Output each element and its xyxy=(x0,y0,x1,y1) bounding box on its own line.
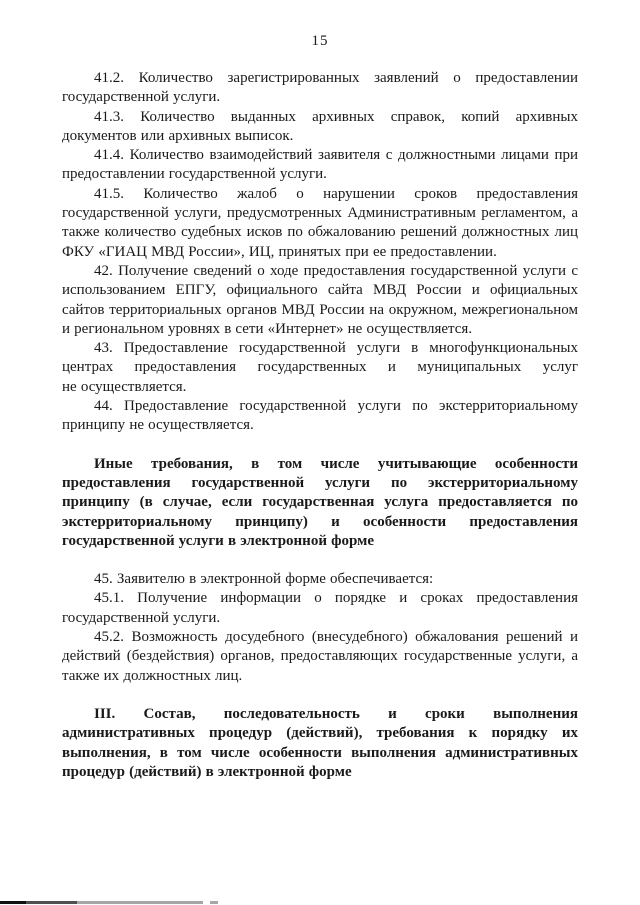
paragraph: 45.2. Возможность досудебного (внесудебного) обжалования решений и действий (бездействия) органов, предоставляющих государственные услуги, а также их должностных лиц. xyxy=(62,629,578,684)
scan-bar-segment xyxy=(0,901,26,904)
paragraph: 45. Заявителю в электронной форме обеспечивается: xyxy=(94,571,434,588)
paragraph-spacer xyxy=(62,686,578,705)
scan-bar-segment xyxy=(77,901,203,904)
scan-artifact-bar xyxy=(0,901,640,904)
paragraph: 41.4. Количество взаимодействий заявителя с должностными лицами при предоставлении государственной услуги. xyxy=(62,147,578,183)
paragraph: 41.2. Количество зарегистрированных заявлений о предоставлении государственной услуги. xyxy=(62,70,578,106)
page-number: 15 xyxy=(311,33,329,49)
section-heading: Иные требования, в том числе учитывающие особенности предоставления государственной услуги по экстерриториальному принципу (в случае, если государственная услуга предоставляется по экстерриториальному принципу) и особенности предоставления государственной услуги в электронной форме xyxy=(62,455,578,549)
paragraph-spacer xyxy=(62,551,578,570)
paragraph: 41.5. Количество жалоб о нарушении сроков предоставления государственной услуги, предусмотренных Административным регламентом, а также количество судебных исков по обжалованию решений должностных лиц ФКУ «ГИАЦ МВД России», ИЦ, принятых при ее предоставлении. xyxy=(62,185,578,260)
document-body xyxy=(62,69,578,782)
paragraph: 42. Получение сведений о ходе предоставления государственной услуги с использованием ЕПГУ, официального сайта МВД России и официальных сайтов территориальных органов МВД России на окружном, межрегиональном и региональном уровнях в сети «Интернет» не осуществляется. xyxy=(62,262,578,337)
scan-bar-segment xyxy=(210,901,218,904)
paragraph: 41.3. Количество выданных архивных справок, копий архивных документов или архивных выписок. xyxy=(62,108,578,144)
paragraph: 43. Предоставление государственной услуги в многофункциональных центрах предоставления государственных и муниципальных услуг не осуществляется. xyxy=(62,340,578,395)
section-heading: III. Состав, последовательность и сроки выполнения административных процедур (действий), требования к порядку их выполнения, в том числе особенности выполнения административных процедур (действий) в электронной форме xyxy=(62,705,578,780)
paragraph: 45.1. Получение информации о порядке и сроках предоставления государственной услуги. xyxy=(62,590,578,626)
paragraph-spacer xyxy=(62,436,578,455)
scan-bar-segment xyxy=(26,901,77,904)
paragraph: 44. Предоставление государственной услуги по экстерриториальному принципу не осуществляется. xyxy=(62,398,578,434)
